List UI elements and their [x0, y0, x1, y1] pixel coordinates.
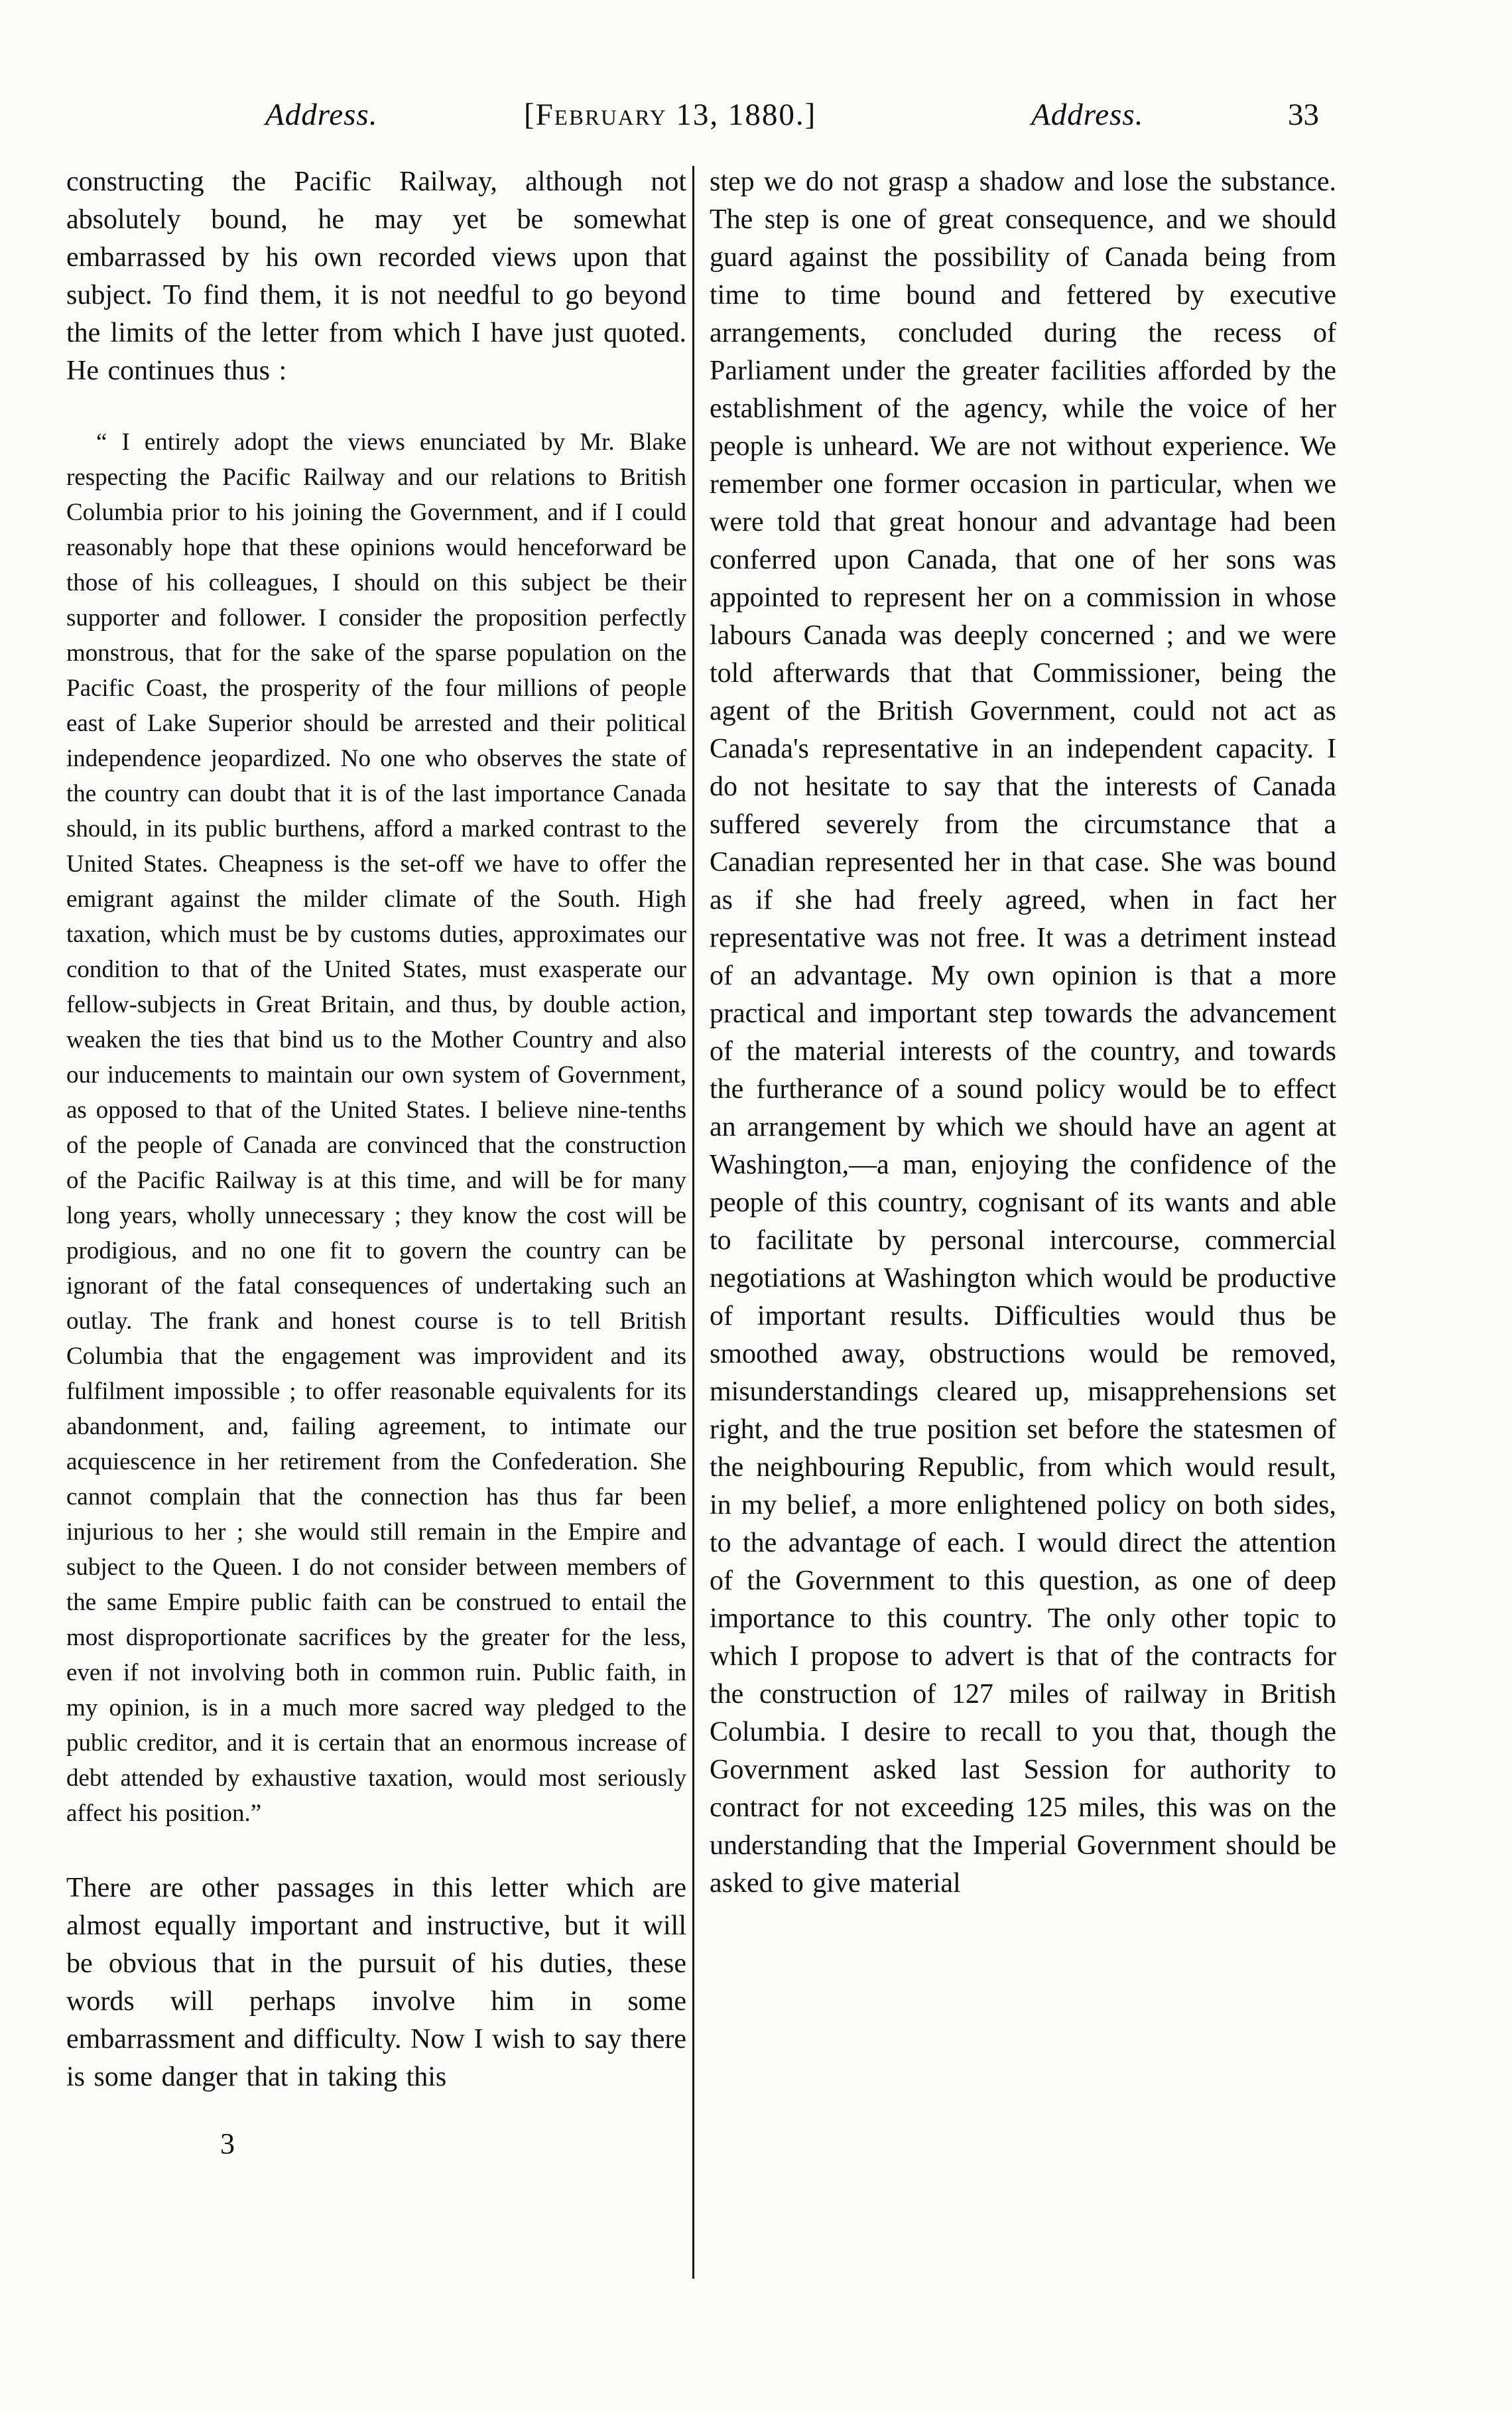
running-title-left: Address. — [265, 98, 378, 132]
column-divider-rule — [692, 166, 694, 2279]
right-column — [710, 163, 1336, 1903]
page-number: 33 — [1288, 98, 1319, 132]
intro-paragraph: constructing the Pacific Railway, although not absolutely bound, he may yet be somewhat embarrassed by his own recorded views upon that subject. To find them, it is not needful to go beyond the limits of the letter from which I have just quoted. He continues thus : — [66, 167, 686, 386]
closing-paragraph: There are other passages in this letter which are almost equally important and instructive, but it will be obvious that in the pursuit of his duties, these words will perhaps involve him in some embarrassment and difficulty. Now I wish to say there is some danger that in taking this — [66, 1873, 686, 2092]
running-head-date: [February 13, 1880.] — [524, 98, 817, 132]
signature-mark: 3 — [220, 2127, 235, 2160]
left-column — [66, 163, 686, 2161]
letter-quote-paragraph: “ I entirely adopt the views enunciated by Mr. Blake respecting the Pacific Railway and our relations to British Columbia prior to his joining the Government, and if I could reasonably hope that these opinions would henceforward be those of his colleagues, I should on this subject be their supporter and follower. I consider the proposition perfectly monstrous, that for the sake of the sparse population on the Pacific Coast, the prosperity of the four millions of people east of Lake Superior should be arrested and their political independence jeopardized. No one who observes the state of the country can doubt that it is of the last importance Canada should, in its public burthens, afford a marked contrast to the United States. Cheapness is the set-off we have to offer the emigrant against the milder climate of the South. High taxation, which must be by customs duties, approximates our condition to that of the United States, must exasperate our fellow-subjects in Great Britain, and thus, by double action, weaken the ties that bind us to the Mother Country and also our inducements to maintain our own system of Government, as opposed to that of the United States. I believe nine-tenths of the people of Canada are convinced that the construction of the Pacific Railway is at this time, and will be for many long years, wholly unnecessary ; they know the cost will be prodigious, and no one fit to govern the country can be ignorant of the fatal consequences of undertaking such an outlay. The frank and honest course is to tell British Columbia that the engagement was improvident and its fulfilment impossible ; to offer reasonable equivalents for its abandonment, and, failing agreement, to intimate our acquiescence in her retirement from the Confederation. She cannot complain that the connection has thus far been injurious to her ; she would still remain in the Empire and subject to the Queen. I do not consider between members of the same Empire public faith can be construed to entail the most disproportionate sacrifices by the greater for the less, even if not involving both in common ruin. Public faith, in my opinion, is in a much more sacred way pledged to the public creditor, and it is certain that an enormous increase of debt attended by exhaustive taxation, would most seriously affect his position.” — [66, 429, 686, 1827]
body-paragraph: step we do not grasp a shadow and lose the substance. The step is one of great consequence, and we should guard against the possibility of Canada being from time to time bound and fettered by executive arrangements, concluded during the recess of Parliament under the greater facilities afforded by the establishment of the agency, while the voice of her people is unheard. We are not without experience. We remember one former occasion in particular, when we were told that great honour and advantage had been conferred upon Canada, that one of her sons was appointed to represent her on a commission in whose labours Canada was deeply concerned ; and we were told afterwards that that Commissioner, being the agent of the British Government, could not act as Canada's representative in an independent capacity. I do not hesitate to say that the interests of Canada suffered severely from the circumstance that a Canadian represented her in that case. She was bound as if she had freely agreed, when in fact her representative was not free. It was a detriment instead of an advantage. My own opinion is that a more practical and important step towards the advancement of the material interests of the country, and towards the furtherance of a sound policy would be to effect an arrangement by which we should have an agent at Washington,—a man, enjoying the confidence of the people of this country, cognisant of its wants and able to facilitate by personal intercourse, commercial negotiations at Washington which would be productive of important results. Difficulties would thus be smoothed away, obstructions would be removed, misunderstandings cleared up, misapprehensions set right, and the true position set before the statesmen of the neighbouring Republic, from which would result, in my belief, a more enlightened policy on both sides, to the advantage of each. I would direct the attention of the Government to this question, as one of deep importance to this country. The only other topic to which I propose to advert is that of the contracts for the construction of 127 miles of railway in British Columbia. I desire to recall to you that, though the Government asked last Session for authority to contract for not exceeding 125 miles, this was on the understanding that the Imperial Government should be asked to give material — [710, 167, 1336, 1899]
running-title-right: Address. — [1031, 98, 1144, 132]
